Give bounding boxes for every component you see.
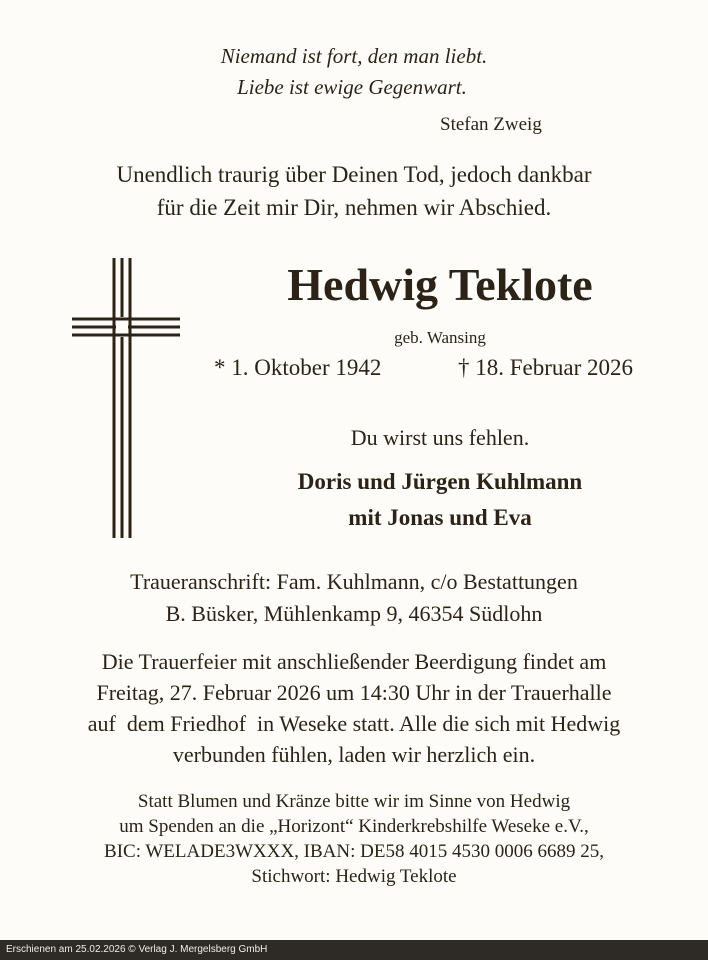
quote-line-2: Liebe ist ewige Gegenwart. [237, 75, 467, 99]
donation-line-3: BIC: WELADE3WXXX, IBAN: DE58 4015 4530 0006 6689 25, [104, 841, 604, 862]
service-line-1: Die Trauerfeier mit anschließender Beerdigung findet am [101, 649, 607, 674]
birth-date: * 1. Oktober 1942 [214, 355, 382, 380]
publication-footer: Erschienen am 25.02.2026 © Verlag J. Mergelsberg GmbH [0, 940, 708, 960]
family-names [230, 464, 650, 536]
quote-line-1: Niemand ist fort, den man liebt. [220, 44, 488, 68]
family-line-1: Doris und Jürgen Kuhlmann [297, 469, 583, 494]
family-line-2: mit Jonas und Eva [348, 505, 532, 530]
donation-line-2: um Spenden an die „Horizont“ Kinderkrebshilfe Weseke e.V., [119, 816, 589, 837]
donation-line-1: Statt Blumen und Kränze bitte wir im Sinne von Hedwig [137, 791, 571, 812]
service-line-3: auf dem Friedhof in Weseke statt. Alle die sich mit Hedwig [87, 711, 621, 736]
service-line-4: verbunden fühlen, laden wir herzlich ein. [172, 742, 536, 767]
deceased-name: Hedwig Teklote [287, 259, 593, 310]
intro-line-2: für die Zeit mir Dir, nehmen wir Abschied. [156, 195, 552, 220]
farewell-text: Du wirst uns fehlen. [350, 425, 530, 450]
donation-line-4: Stichwort: Hedwig Teklote [251, 866, 457, 887]
quote-author: Stefan Zweig [440, 114, 542, 135]
service-line-2: Freitag, 27. Februar 2026 um 14:30 Uhr in der Trauerhalle [96, 680, 612, 705]
death-date: † 18. Februar 2026 [458, 355, 634, 380]
address-line-2: B. Büsker, Mühlenkamp 9, 46354 Südlohn [165, 601, 543, 626]
address-line-1: Traueranschrift: Fam. Kuhlmann, c/o Bestattungen [130, 569, 578, 594]
cross-icon [70, 256, 182, 540]
intro-line-1: Unendlich traurig über Deinen Tod, jedoch dankbar [116, 162, 592, 187]
birth-name: geb. Wansing [394, 328, 486, 347]
